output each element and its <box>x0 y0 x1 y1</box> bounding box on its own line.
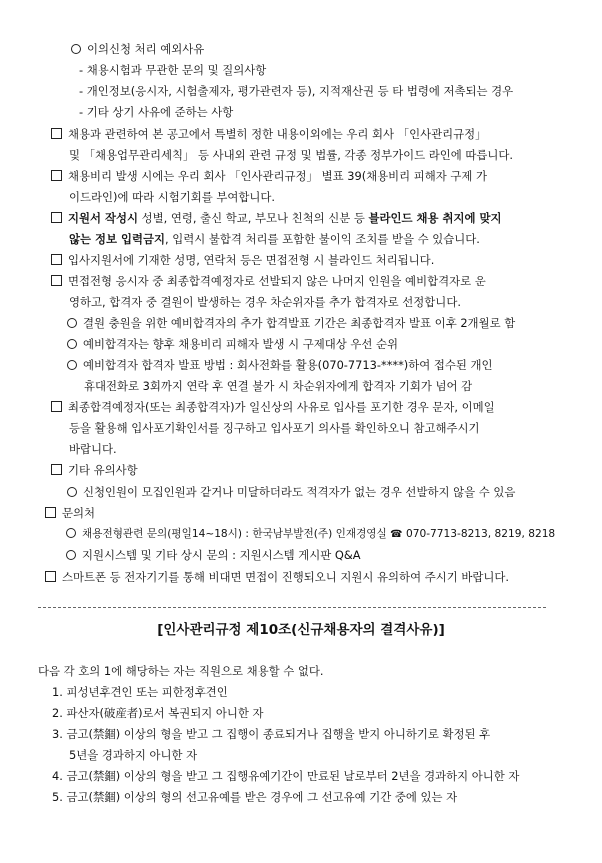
phone-icon: ☎ <box>390 529 403 540</box>
square-bullet-icon <box>51 275 62 286</box>
notice-reserve-cont: 영하고, 합격자 중 결원이 발생하는 경우 차순위자를 추가 합격자로 선정합니다. <box>69 295 461 309</box>
reserve-sub-item: 예비합격자 합격자 발표 방법 : 회사전화를 활용(070-7713-****)하여 접수된 개인 <box>67 357 493 373</box>
regulation-item: 2. 파산자(破産者)로서 복권되지 아니한 자 <box>52 706 264 720</box>
square-bullet-icon <box>51 464 62 475</box>
notice-corruption-cont: 이드라인)에 따라 시험기회를 부여합니다. <box>69 190 275 204</box>
dashed-divider <box>38 607 546 608</box>
contact-system: 지원시스템 및 기타 상시 문의 : 지원시스템 게시판 Q&A <box>66 547 361 563</box>
circle-bullet-icon <box>67 339 77 349</box>
regulation-item: 1. 피성년후견인 또는 피한정후견인 <box>52 685 228 699</box>
notice-reserve: 면접전형 응시자 중 최종합격예정자로 선발되지 않은 나머지 인원을 예비합격자로 운 <box>51 273 486 289</box>
objection-item: - 기타 상기 사유에 준하는 사항 <box>79 105 234 119</box>
square-bullet-icon <box>51 254 62 265</box>
circle-bullet-icon <box>66 550 76 560</box>
circle-bullet-icon <box>71 44 81 54</box>
reserve-sub-item-cont: 휴대전화로 3회까지 연락 후 연결 불가 시 차순위자에게 합격자 기회가 넘어 감 <box>84 379 473 393</box>
circle-bullet-icon <box>67 318 77 328</box>
square-bullet-icon <box>51 128 62 139</box>
objection-item: - 개인정보(응시자, 시험출제자, 평가관련자 등), 지적재산권 등 타 법령에 저촉되는 경우 <box>79 84 514 98</box>
notice-mobile: 스마트폰 등 전자기기를 통해 비대면 면접이 진행되오니 지원시 유의하여 주시기 바랍니다. <box>45 569 509 585</box>
circle-bullet-icon <box>66 528 76 538</box>
regulation-item-cont: 5년을 경과하지 아니한 자 <box>69 748 198 762</box>
objection-title: 이의신청 처리 예외사유 <box>71 41 204 57</box>
square-bullet-icon <box>51 212 62 223</box>
contact-title: 문의처 <box>45 505 95 521</box>
other-sub-item: 신청인원이 모집인원과 같거나 미달하더라도 적격자가 없는 경우 선발하지 않을 수 있음 <box>67 484 515 500</box>
notice-withdrawal: 최종합격예정자(또는 최종합격자)가 일신상의 사유로 입사를 포기한 경우 문자, 이메일 <box>51 399 495 415</box>
objection-item: - 채용시험과 무관한 문의 및 질의사항 <box>79 63 267 77</box>
regulation-item: 5. 금고(禁錮) 이상의 형의 선고유예를 받은 경우에 그 선고유예 기간 중에 있는 자 <box>52 790 458 804</box>
notice-blind-cont: 않는 정보 입력금지, 입력시 불합격 처리를 포함한 불이익 조치를 받을 수 있습니다. <box>69 232 480 246</box>
notice-blind-processing: 입사지원서에 기재한 성명, 연락처 등은 면접전형 시 블라인드 처리됩니다. <box>51 252 434 268</box>
notice-blind: 지원서 작성시 성별, 연령, 출신 학교, 부모나 친척의 신분 등 블라인드 채용 취지에 맞지 <box>51 210 501 226</box>
circle-bullet-icon <box>67 487 77 497</box>
regulation-item: 4. 금고(禁錮) 이상의 형을 받고 그 집행유예기간이 만료된 날로부터 2년을 경과하지 아니한 자 <box>52 769 520 783</box>
square-bullet-icon <box>45 571 56 582</box>
notice-withdrawal-cont: 등을 활용해 입사포기확인서를 징구하고 입사포기 의사를 확인하오니 참고해주시기 <box>69 421 480 435</box>
notice-regulation-cont: 및 「채용업무관리세칙」 등 사내외 관련 규정 및 법률, 각종 정부가이드 라인에 따릅니다. <box>69 148 513 162</box>
regulation-item: 3. 금고(禁錮) 이상의 형을 받고 그 집행이 종료되거나 집행을 받지 아니하기로 확정된 후 <box>52 727 491 741</box>
square-bullet-icon <box>45 507 56 518</box>
square-bullet-icon <box>51 170 62 181</box>
regulation-intro: 다음 각 호의 1에 해당하는 자는 직원으로 채용할 수 없다. <box>38 664 324 678</box>
square-bullet-icon <box>51 401 62 412</box>
regulation-title: [인사관리규정 제10조(신규채용자의 결격사유)] <box>157 622 445 638</box>
notice-withdrawal-cont: 바랍니다. <box>69 442 117 456</box>
reserve-sub-item: 예비합격자는 향후 채용비리 피해자 발생 시 구제대상 우선 순위 <box>67 336 398 352</box>
notice-regulation: 채용과 관련하여 본 공고에서 특별히 정한 내용이외에는 우리 회사 「인사관리규정」 <box>51 126 486 142</box>
reserve-sub-item: 결원 충원을 위한 예비합격자의 추가 합격발표 기간은 최종합격자 발표 이후 2개월로 함 <box>67 315 515 331</box>
notice-corruption: 채용비리 발생 시에는 우리 회사 「인사관리규정」 별표 39(채용비리 피해자 구제 가 <box>51 168 487 184</box>
contact-recruit: 채용전형관련 문의(평일14~18시) : 한국남부발전(주) 인재경영실 ☎ 070-7713-8213, 8219, 8218 <box>66 526 555 543</box>
notice-other: 기타 유의사항 <box>51 462 138 478</box>
circle-bullet-icon <box>67 360 77 370</box>
